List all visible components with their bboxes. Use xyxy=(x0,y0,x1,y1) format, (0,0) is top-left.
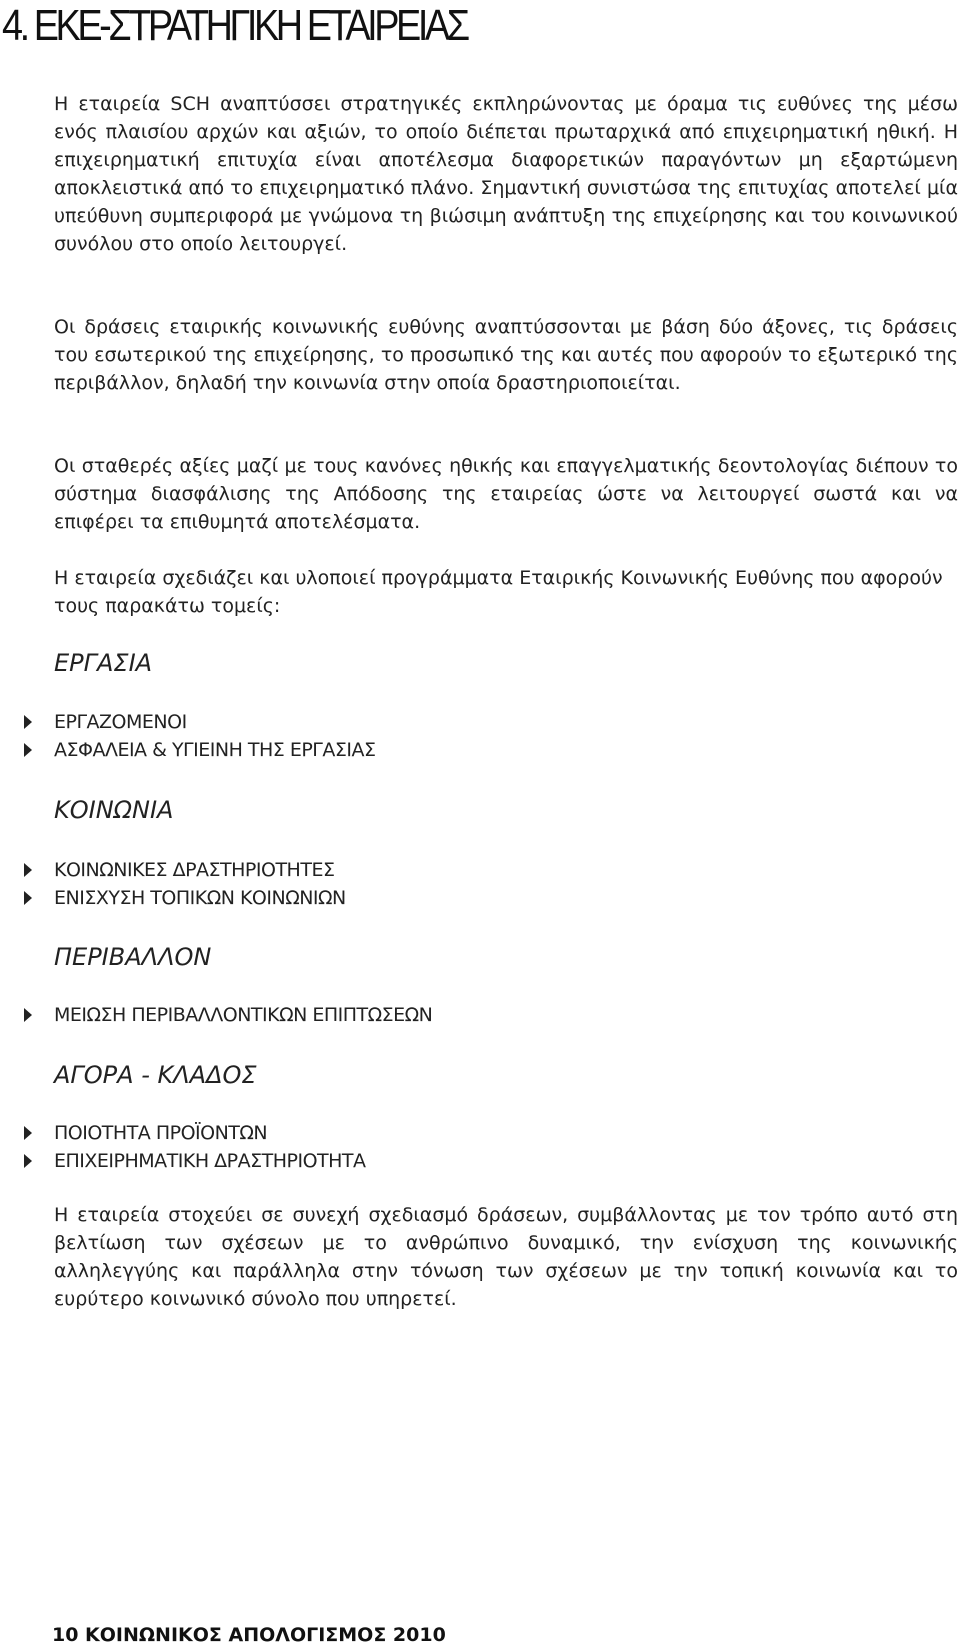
list-item-label: ΕΠΙΧΕΙΡΗΜΑΤΙΚΗ ΔΡΑΣΤΗΡΙΟΤΗΤΑ xyxy=(54,1150,366,1172)
list-item xyxy=(24,1119,267,1147)
triangle-bullet-icon xyxy=(24,743,32,757)
footer-divider xyxy=(0,1614,960,1615)
section-title-ergasia: ΕΡΓΑΣΙΑ xyxy=(54,649,153,677)
triangle-bullet-icon xyxy=(24,715,32,729)
list-item-label: ΑΣΦΑΛΕΙΑ & ΥΓΙΕΙΝΗ ΤΗΣ ΕΡΓΑΣΙΑΣ xyxy=(54,739,376,761)
triangle-bullet-icon xyxy=(24,1154,32,1168)
programs-paragraph: Η εταιρεία σχεδιάζει και υλοποιεί προγράμματα Εταιρικής Κοινωνικής Ευθύνης που αφορούν τους παρακάτω τομείς: xyxy=(54,567,943,617)
values-paragraph: Οι σταθερές αξίες μαζί με τους κανόνες ηθικής και επαγγελματικής δεοντολογίας διέπουν το σύστημα διασφάλισης της Απόδοσης της εταιρείας ώστε να λειτουργεί σωστά και να επιφέρει τα επιθυμητά αποτελέσματα. xyxy=(54,455,958,533)
list-item-label: ΠΟΙΟΤΗΤΑ ΠΡΟΪΟΝΤΩΝ xyxy=(54,1122,268,1144)
list-item xyxy=(24,856,334,884)
list-item xyxy=(24,736,376,764)
triangle-bullet-icon xyxy=(24,1008,32,1022)
page-footer: 10 ΚΟΙΝΩΝΙΚΟΣ ΑΠΟΛΟΓΙΣΜΟΣ 2010 xyxy=(52,1624,446,1646)
list-item-label: ΚΟΙΝΩΝΙΚΕΣ ΔΡΑΣΤΗΡΙΟΤΗΤΕΣ xyxy=(54,859,335,881)
closing-paragraph: Η εταιρεία στοχεύει σε συνεχή σχεδιασμό δράσεων, συμβάλλοντας με τον τρόπο αυτό στη βελτίωση των σχέσεων με το ανθρώπινο δυναμικό, την ενίσχυση της κοινωνικής αλληλεγγύης και παράλληλα στην τόνωση των σχέσεων με την τοπική κοινωνία και το ευρύτερο κοινωνικό σύνολο που υπηρετεί. xyxy=(54,1204,958,1310)
section-title-perivallon: ΠΕΡΙΒΑΛΛΟΝ xyxy=(54,943,212,971)
triangle-bullet-icon xyxy=(24,863,32,877)
triangle-bullet-icon xyxy=(24,1126,32,1140)
triangle-bullet-icon xyxy=(24,891,32,905)
list-item-label: ΜΕΙΩΣΗ ΠΕΡΙΒΑΛΛΟΝΤΙΚΩΝ ΕΠΙΠΤΩΣΕΩΝ xyxy=(54,1004,433,1026)
page-heading: 4. ΕΚΕ-ΣΤΡΑΤΗΓΙΚΗ ΕΤΑΙΡΕΙΑΣ xyxy=(2,1,467,50)
list-item-label: ΕΡΓΑΖΟΜΕΝΟΙ xyxy=(54,711,187,733)
list-item xyxy=(24,884,346,912)
section-title-agora-klados: ΑΓΟΡΑ - ΚΛΑΔΟΣ xyxy=(54,1061,257,1089)
intro-paragraph: Η εταιρεία SCH αναπτύσσει στρατηγικές εκπληρώνοντας με όραμα τις ευθύνες της μέσω ενός πλαισίου αρχών και αξιών, το οποίο διέπεται πρωταρχικά από επιχειρηματική ηθική. Η επιχειρηματική επιτυχία είναι αποτέλεσμα διαφορετικών παραγόντων μη εξαρτώμενη αποκλειστικά από το επιχειρηματικό πλάνο. Σημαντική συνιστώσα της επιτυχίας αποτελεί μία υπεύθυνη συμπεριφορά με γνώμονα τη βιώσιμη ανάπτυξη της επιχείρησης και του κοινωνικού συνόλου στο οποίο λειτουργεί. xyxy=(54,93,958,255)
list-item xyxy=(24,1001,432,1029)
list-item-label: ΕΝΙΣΧΥΣΗ ΤΟΠΙΚΩΝ ΚΟΙΝΩΝΙΩΝ xyxy=(54,887,346,909)
section-title-koinonia: ΚΟΙΝΩΝΙΑ xyxy=(54,796,174,824)
list-item xyxy=(24,708,187,736)
list-item xyxy=(24,1147,366,1175)
axes-paragraph: Οι δράσεις εταιρικής κοινωνικής ευθύνης αναπτύσσονται με βάση δύο άξονες, τις δράσεις του εσωτερικού της επιχείρησης, το προσωπικό της και αυτές που αφορούν το εξωτερικό της περιβάλλον, δηλαδή την κοινωνία στην οποία δραστηριοποιείται. xyxy=(54,316,958,394)
